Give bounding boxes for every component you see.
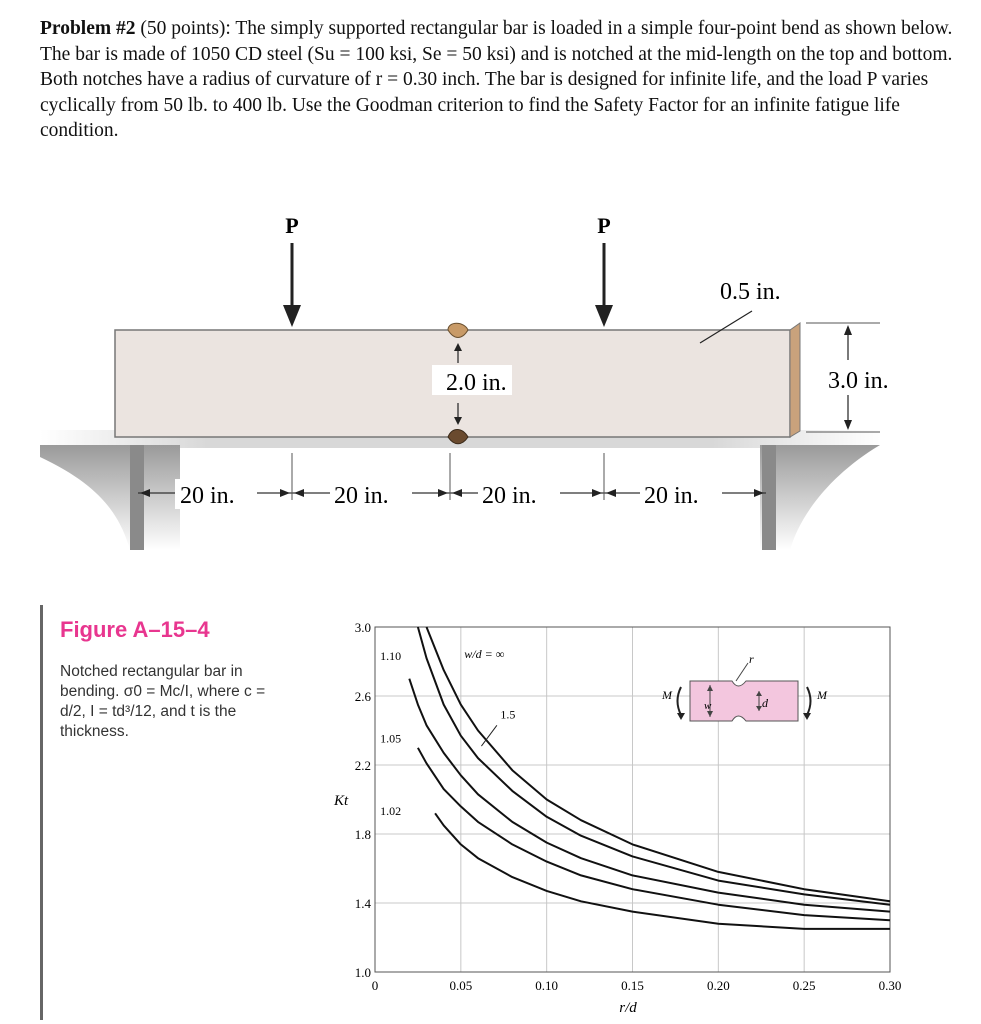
span-label-1: 20 in. bbox=[180, 483, 235, 509]
height-label: 3.0 in. bbox=[828, 368, 889, 394]
kt-curve-0 bbox=[427, 627, 891, 901]
figure-caption bbox=[40, 605, 300, 1020]
curve-label-3: 1.05 bbox=[380, 731, 402, 746]
x-tick-label: 0.15 bbox=[621, 978, 644, 993]
x-tick-label: 0.05 bbox=[449, 978, 473, 993]
problem-label: Problem #2 bbox=[40, 18, 136, 39]
load-arrow-left bbox=[283, 243, 301, 327]
x-ticks bbox=[372, 978, 902, 993]
curve-label-2: 1.10 bbox=[380, 648, 402, 663]
load-arrow-right bbox=[595, 243, 613, 327]
x-tick-label: 0 bbox=[371, 978, 379, 993]
inset-label-r: r bbox=[749, 652, 754, 666]
caption-text: Notched rectangular bar in bending. σ0 = Mc/I, where c = d/2, I = td³/12, and t is the thickness. bbox=[60, 663, 266, 740]
y-tick-label: 3.0 bbox=[354, 620, 371, 635]
x-tick-label: 0.30 bbox=[878, 978, 902, 993]
curve-labels bbox=[378, 645, 515, 820]
x-tick-label: 0.25 bbox=[792, 978, 816, 993]
beam-figure bbox=[0, 195, 981, 575]
kt-chart bbox=[300, 605, 940, 1024]
chart-curves bbox=[409, 627, 890, 929]
curve-label-4: 1.02 bbox=[380, 804, 402, 819]
inset-label-d: d bbox=[762, 696, 768, 710]
problem-statement bbox=[40, 16, 960, 144]
inset-label-w: w bbox=[704, 700, 712, 712]
notch-depth-label: 0.5 in. bbox=[720, 279, 781, 305]
left-support-post bbox=[130, 445, 144, 550]
kt-curve-4 bbox=[435, 813, 890, 929]
y-tick-label: 2.2 bbox=[354, 758, 371, 773]
load-label-left: P bbox=[285, 213, 299, 238]
kt-curve-2 bbox=[409, 679, 890, 912]
y-tick-label: 1.8 bbox=[354, 827, 371, 842]
inset-label-m-left: M bbox=[662, 688, 672, 702]
caption-rule bbox=[40, 605, 43, 1020]
curve-label-1: 1.5 bbox=[500, 707, 516, 722]
left-support bbox=[40, 445, 180, 550]
problem-text: (50 points): The simply supported rectangular bar is loaded in a simple four-point bend as shown below. The bar is made of 1050 CD steel (Su = 100 ksi, Se = 50 ksi) and is notched at the mid-length on the top and bottom. Both notches have a radius of curvature of r = 0.30 inch. The bar is designed for infinite life, and the load P varies cyclically from 50 lb. to 400 lb. Use the Goodman criterion to find the Safety Factor for an infinite fatigue life condition. bbox=[40, 18, 953, 141]
x-axis-label: r/d bbox=[619, 1000, 637, 1016]
net-depth-label: 2.0 in. bbox=[446, 370, 507, 396]
curve-label-0: w/d = ∞ bbox=[464, 647, 505, 662]
y-tick-label: 1.4 bbox=[354, 896, 371, 911]
notched-bar-inset bbox=[661, 652, 828, 721]
right-support-post bbox=[762, 445, 776, 550]
beam-end-face bbox=[790, 323, 800, 437]
span-label-4: 20 in. bbox=[644, 483, 699, 509]
y-tick-label: 2.6 bbox=[354, 689, 371, 704]
x-tick-label: 0.20 bbox=[706, 978, 730, 993]
y-axis-label: Kt bbox=[334, 793, 349, 809]
y-tick-label: 1.0 bbox=[354, 965, 371, 980]
y-ticks bbox=[355, 620, 372, 980]
load-label-right: P bbox=[597, 213, 611, 238]
x-tick-label: 0.10 bbox=[535, 978, 559, 993]
right-support bbox=[760, 445, 880, 550]
caption-title: Figure A–15–4 bbox=[60, 617, 210, 642]
span-label-3: 20 in. bbox=[482, 483, 537, 509]
span-label-2: 20 in. bbox=[334, 483, 389, 509]
chart-grid bbox=[375, 627, 890, 972]
inset-label-m-right: M bbox=[817, 688, 827, 702]
